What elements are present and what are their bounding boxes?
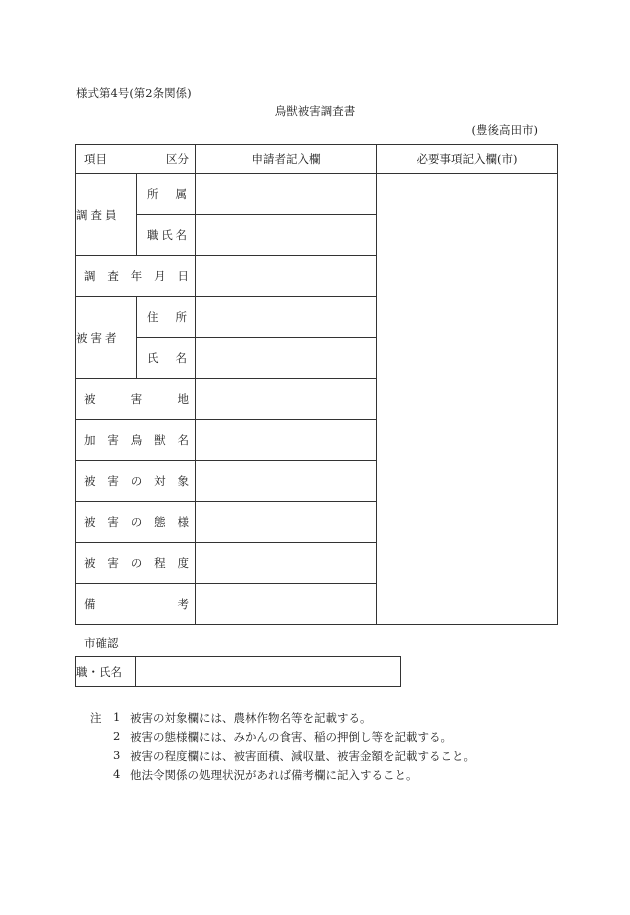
damage-degree-label: 被 害 の 程 度: [76, 543, 196, 584]
city-entry-column[interactable]: [377, 174, 558, 625]
animal-name-input[interactable]: [196, 420, 377, 461]
form-number: 様式第4号(第2条関係): [76, 86, 192, 100]
title-name-label: 職 氏 名: [137, 215, 196, 256]
city-confirmation-table: [75, 656, 401, 687]
notes-prefix: 注: [90, 711, 102, 725]
investigator-label: 調査員: [76, 174, 137, 256]
row-investigator-affiliation: [76, 174, 558, 215]
title-name-input[interactable]: [196, 215, 377, 256]
damage-target-input[interactable]: [196, 461, 377, 502]
affiliation-input[interactable]: [196, 174, 377, 215]
damage-location-label: 被 害 地: [76, 379, 196, 420]
remarks-input[interactable]: [196, 584, 377, 625]
damage-mode-input[interactable]: [196, 502, 377, 543]
header-item-division: [76, 145, 196, 174]
header-applicant-column: 申請者記入欄: [196, 145, 377, 174]
victim-name-label: 氏 名: [137, 338, 196, 379]
header-city-column: 必要事項記入欄(市): [377, 145, 558, 174]
damage-mode-label: 被 害 の 態 様: [76, 502, 196, 543]
survey-table: [75, 144, 558, 625]
remarks-label: 備 考: [76, 584, 196, 625]
confirmation-title-name-input[interactable]: [136, 657, 401, 687]
victim-label: 被害者: [76, 297, 137, 379]
issuer-label: (豊後高田市): [471, 123, 538, 137]
city-confirmation-title: 市確認: [84, 636, 119, 650]
document-title: 鳥獣被害調査書: [274, 104, 356, 118]
address-input[interactable]: [196, 297, 377, 338]
table-header-row: [76, 145, 558, 174]
survey-date-input[interactable]: [196, 256, 377, 297]
header-item: 項目: [84, 152, 107, 166]
damage-location-input[interactable]: [196, 379, 377, 420]
header-division: 区分: [166, 152, 189, 166]
address-label: 住 所: [137, 297, 196, 338]
animal-name-label: 加 害 鳥 獣 名: [76, 420, 196, 461]
confirmation-title-name-label: 職・氏名: [76, 657, 136, 687]
damage-target-label: 被 害 の 対 象: [76, 461, 196, 502]
survey-date-label: 調 査 年 月 日: [76, 256, 196, 297]
affiliation-label: 所 属: [137, 174, 196, 215]
victim-name-input[interactable]: [196, 338, 377, 379]
damage-degree-input[interactable]: [196, 543, 377, 584]
row-confirmation: [76, 657, 401, 687]
